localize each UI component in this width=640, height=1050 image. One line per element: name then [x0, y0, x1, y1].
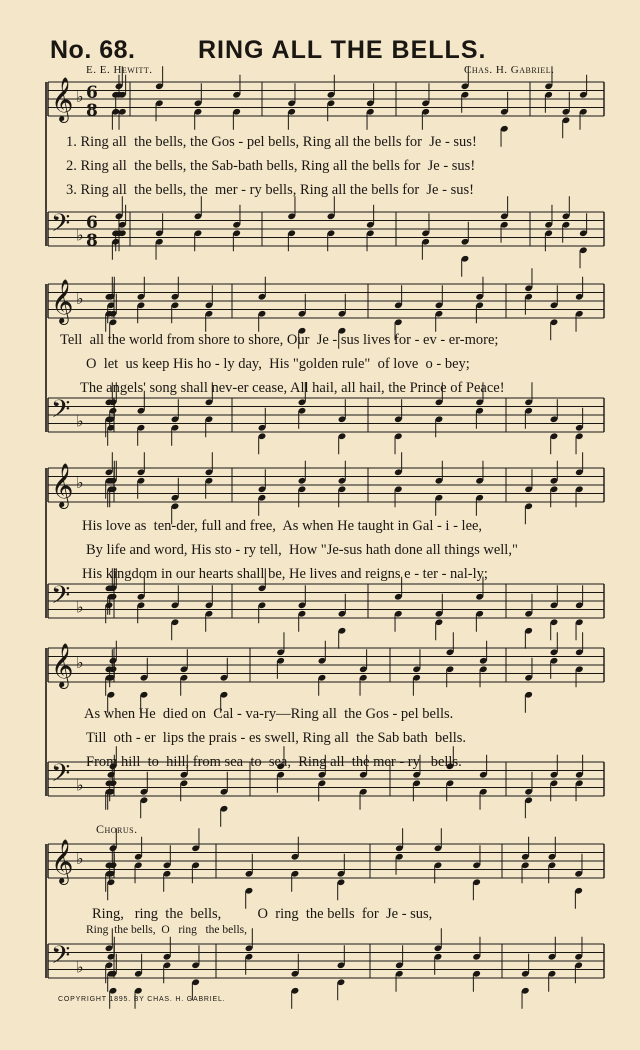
treble-clef: 𝄞 — [51, 77, 74, 121]
time-signature-bottom: 8 — [86, 231, 98, 251]
chorus-line-2: Ring the bells, O ring the bells, — [86, 924, 247, 936]
lyricist-credit: E. E. Hewitt. — [86, 64, 153, 76]
flat-key-signature: ♭ — [76, 653, 84, 672]
flat-key-signature: ♭ — [76, 225, 84, 245]
chorus-line-1: Ring, ring the bells, O ring the bells for Je - sus, — [92, 906, 433, 922]
verse-2-line-4: Till oth - er lips the prais - es swell, Ring all the Sab bath bells. — [86, 730, 467, 746]
verse-1-line-3: His love as ten-der, full and free, As when He taught in Gal - i - lee, — [82, 518, 483, 534]
verse-3-line-3: His kingdom in our hearts shall be, He lives and reigns e - ter - nal-ly; — [82, 566, 488, 582]
verse-1-line-2: Tell all the world from shore to shore, Our Je - sus lives for - ev - er-more; — [60, 332, 499, 348]
verse-2-line-3: By life and word, His sto - ry tell, How "Je-sus hath done all things well," — [86, 542, 518, 558]
bass-clef: 𝄢 — [51, 395, 71, 430]
verse-3-line-4: From hill to hill, from sea to sea, Ring all the mer - ry bells. — [86, 754, 462, 770]
bass-clef: 𝄢 — [51, 209, 71, 244]
verse-2-line-1: 2. Ring all the bells, the Sab-bath bells, Ring all the bells for Je - sus! — [66, 158, 476, 174]
verse-2-line-2: O let us keep His ho - ly day, His "golden rule" of love o - bey; — [86, 356, 470, 372]
treble-clef: 𝄞 — [51, 279, 74, 323]
time-signature-top: 6 — [86, 83, 98, 103]
flat-key-signature: ♭ — [76, 87, 84, 106]
verse-3-line-1: 3. Ring all the bells, the mer - ry bells, Ring all the bells for Je - sus! — [66, 182, 474, 198]
chorus-label: Chorus. — [96, 822, 138, 836]
verse-3-line-2: The angels' song shall nev-er cease, All hail, all hail, the Prince of Peace! — [80, 380, 505, 396]
hymn-title: RING ALL THE BELLS. — [198, 36, 487, 64]
time-signature-bottom: 8 — [86, 101, 98, 121]
flat-key-signature: ♭ — [76, 473, 84, 492]
flat-key-signature: ♭ — [76, 597, 84, 617]
flat-key-signature: ♭ — [76, 289, 84, 308]
treble-clef: 𝄞 — [51, 463, 74, 507]
treble-clef: 𝄞 — [51, 839, 74, 883]
verse-1-line-1: 1. Ring all the bells, the Gos - pel bells, Ring all the bells for Je - sus! — [66, 134, 477, 150]
flat-key-signature: ♭ — [76, 957, 84, 977]
treble-clef: 𝄞 — [51, 643, 74, 687]
copyright-notice: COPYRIGHT 1895. BY CHAS. H. GABRIEL. — [58, 996, 226, 1003]
flat-key-signature: ♭ — [76, 849, 84, 868]
bass-clef: 𝄢 — [51, 941, 71, 976]
bass-clef: 𝄢 — [51, 581, 71, 616]
flat-key-signature: ♭ — [76, 411, 84, 431]
composer-credit: Chas. H. Gabriel. — [464, 64, 555, 76]
verse-1-line-4: As when He died on Cal - va-ry—Ring all the Gos - pel bells. — [84, 706, 454, 722]
flat-key-signature: ♭ — [76, 775, 84, 795]
bass-clef: 𝄢 — [51, 759, 71, 794]
time-signature-top: 6 — [86, 213, 98, 233]
hymn-number: No. 68. — [50, 36, 136, 64]
